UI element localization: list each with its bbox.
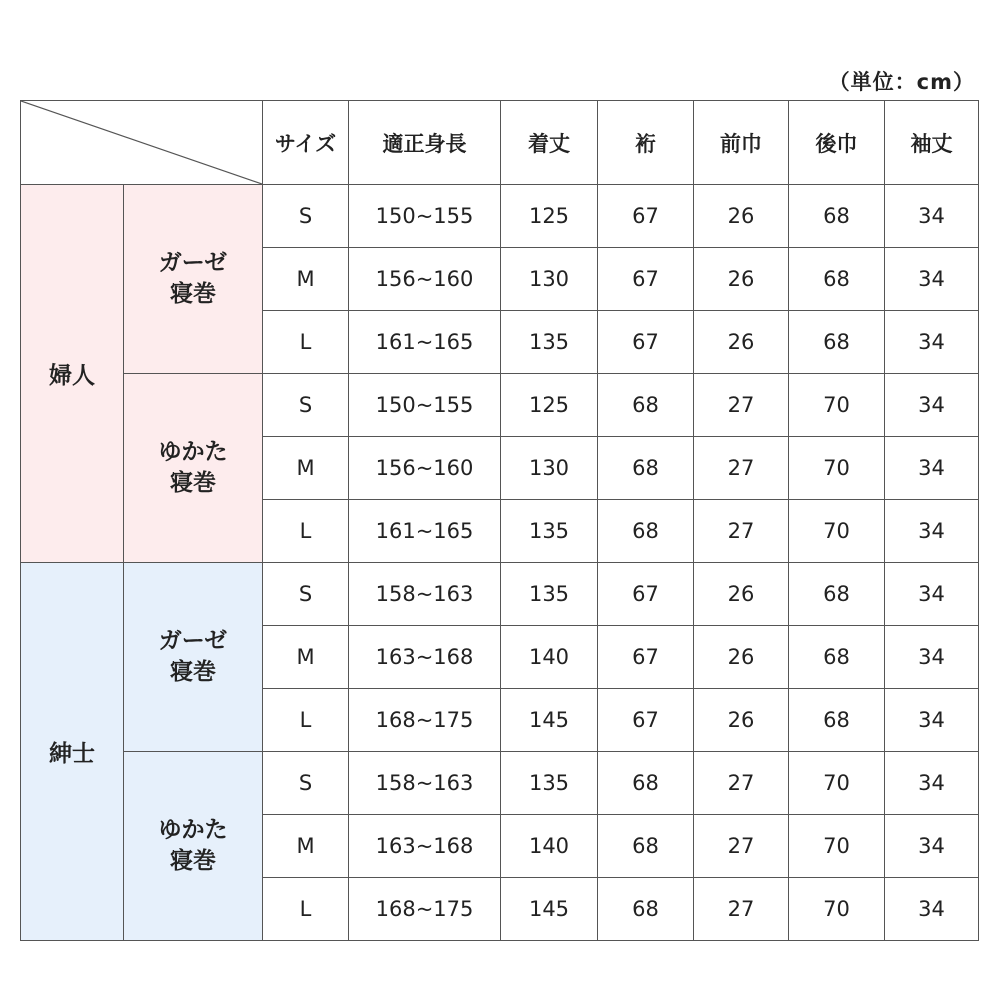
type-label-line1: ガーゼ: [158, 249, 228, 276]
type-label-line1: ガーゼ: [158, 627, 228, 654]
type-label: [124, 374, 263, 563]
table-body: [21, 185, 979, 941]
cell-height-range: 158~163: [349, 752, 501, 815]
type-label: [124, 752, 263, 941]
cell-yuki: 67: [598, 248, 694, 311]
cell-front-width: 27: [694, 500, 789, 563]
cell-size: S: [263, 374, 349, 437]
cell-back-width: 70: [789, 878, 885, 941]
cell-length: 145: [501, 878, 598, 941]
cell-length: 125: [501, 374, 598, 437]
table-row: [21, 752, 979, 815]
cell-length: 145: [501, 689, 598, 752]
cell-front-width: 26: [694, 563, 789, 626]
type-label: [124, 185, 263, 374]
cell-back-width: 70: [789, 374, 885, 437]
diagonal-line: [21, 101, 262, 184]
cell-back-width: 70: [789, 437, 885, 500]
cell-length: 135: [501, 752, 598, 815]
cell-length: 125: [501, 185, 598, 248]
cell-height-range: 163~168: [349, 626, 501, 689]
cell-front-width: 27: [694, 815, 789, 878]
cell-front-width: 26: [694, 626, 789, 689]
cell-front-width: 26: [694, 185, 789, 248]
cell-size: M: [263, 626, 349, 689]
cell-sleeve-length: 34: [885, 185, 979, 248]
cell-height-range: 163~168: [349, 815, 501, 878]
table-row: [21, 563, 979, 626]
cell-size: L: [263, 500, 349, 563]
cell-sleeve-length: 34: [885, 563, 979, 626]
cell-height-range: 156~160: [349, 437, 501, 500]
cell-back-width: 70: [789, 500, 885, 563]
category-label: 紳士: [21, 563, 124, 941]
cell-size: L: [263, 878, 349, 941]
cell-length: 135: [501, 500, 598, 563]
cell-yuki: 68: [598, 500, 694, 563]
cell-size: S: [263, 563, 349, 626]
cell-sleeve-length: 34: [885, 248, 979, 311]
table-row: [21, 185, 979, 248]
header-yuki: 裄: [598, 101, 694, 185]
corner-cell: [21, 101, 263, 185]
cell-size: L: [263, 311, 349, 374]
cell-sleeve-length: 34: [885, 878, 979, 941]
cell-front-width: 27: [694, 878, 789, 941]
header-size: サイズ: [263, 101, 349, 185]
cell-back-width: 68: [789, 248, 885, 311]
category-label: 婦人: [21, 185, 124, 563]
cell-sleeve-length: 34: [885, 626, 979, 689]
cell-yuki: 67: [598, 185, 694, 248]
cell-front-width: 27: [694, 752, 789, 815]
cell-length: 135: [501, 311, 598, 374]
cell-yuki: 67: [598, 311, 694, 374]
header-back-width: 後巾: [789, 101, 885, 185]
cell-yuki: 68: [598, 878, 694, 941]
cell-front-width: 27: [694, 437, 789, 500]
cell-height-range: 150~155: [349, 374, 501, 437]
cell-yuki: 67: [598, 626, 694, 689]
cell-size: S: [263, 752, 349, 815]
cell-yuki: 68: [598, 437, 694, 500]
cell-size: S: [263, 185, 349, 248]
cell-front-width: 26: [694, 689, 789, 752]
cell-back-width: 70: [789, 815, 885, 878]
cell-back-width: 68: [789, 626, 885, 689]
header-sleeve-length: 袖丈: [885, 101, 979, 185]
cell-back-width: 68: [789, 563, 885, 626]
cell-sleeve-length: 34: [885, 500, 979, 563]
cell-front-width: 26: [694, 248, 789, 311]
type-label: [124, 563, 263, 752]
cell-yuki: 68: [598, 815, 694, 878]
cell-height-range: 158~163: [349, 563, 501, 626]
cell-height-range: 150~155: [349, 185, 501, 248]
size-table: [20, 100, 979, 941]
header-row: [21, 101, 979, 185]
header-front-width: 前巾: [694, 101, 789, 185]
cell-height-range: 161~165: [349, 500, 501, 563]
cell-size: M: [263, 815, 349, 878]
cell-height-range: 161~165: [349, 311, 501, 374]
cell-yuki: 67: [598, 689, 694, 752]
type-label-line2: 寝巻: [170, 470, 216, 496]
type-label-line2: 寝巻: [170, 659, 216, 685]
cell-height-range: 168~175: [349, 689, 501, 752]
cell-height-range: 168~175: [349, 878, 501, 941]
type-label-line2: 寝巻: [170, 848, 216, 874]
cell-length: 135: [501, 563, 598, 626]
cell-sleeve-length: 34: [885, 437, 979, 500]
cell-yuki: 67: [598, 563, 694, 626]
cell-height-range: 156~160: [349, 248, 501, 311]
cell-back-width: 68: [789, 185, 885, 248]
cell-length: 130: [501, 437, 598, 500]
cell-back-width: 68: [789, 311, 885, 374]
cell-back-width: 68: [789, 689, 885, 752]
type-label-line1: ゆかた: [158, 438, 228, 465]
cell-yuki: 68: [598, 752, 694, 815]
type-label-line2: 寝巻: [170, 281, 216, 307]
cell-size: M: [263, 437, 349, 500]
cell-length: 140: [501, 815, 598, 878]
cell-length: 130: [501, 248, 598, 311]
table-row: [21, 374, 979, 437]
cell-back-width: 70: [789, 752, 885, 815]
cell-sleeve-length: 34: [885, 311, 979, 374]
cell-size: M: [263, 248, 349, 311]
cell-yuki: 68: [598, 374, 694, 437]
cell-front-width: 27: [694, 374, 789, 437]
cell-length: 140: [501, 626, 598, 689]
header-length: 着丈: [501, 101, 598, 185]
cell-sleeve-length: 34: [885, 752, 979, 815]
cell-front-width: 26: [694, 311, 789, 374]
cell-sleeve-length: 34: [885, 689, 979, 752]
cell-sleeve-length: 34: [885, 374, 979, 437]
unit-note: （単位：cm）: [828, 70, 975, 94]
cell-size: L: [263, 689, 349, 752]
cell-sleeve-length: 34: [885, 815, 979, 878]
type-label-line1: ゆかた: [158, 816, 228, 843]
header-height-range: 適正身長: [349, 101, 501, 185]
